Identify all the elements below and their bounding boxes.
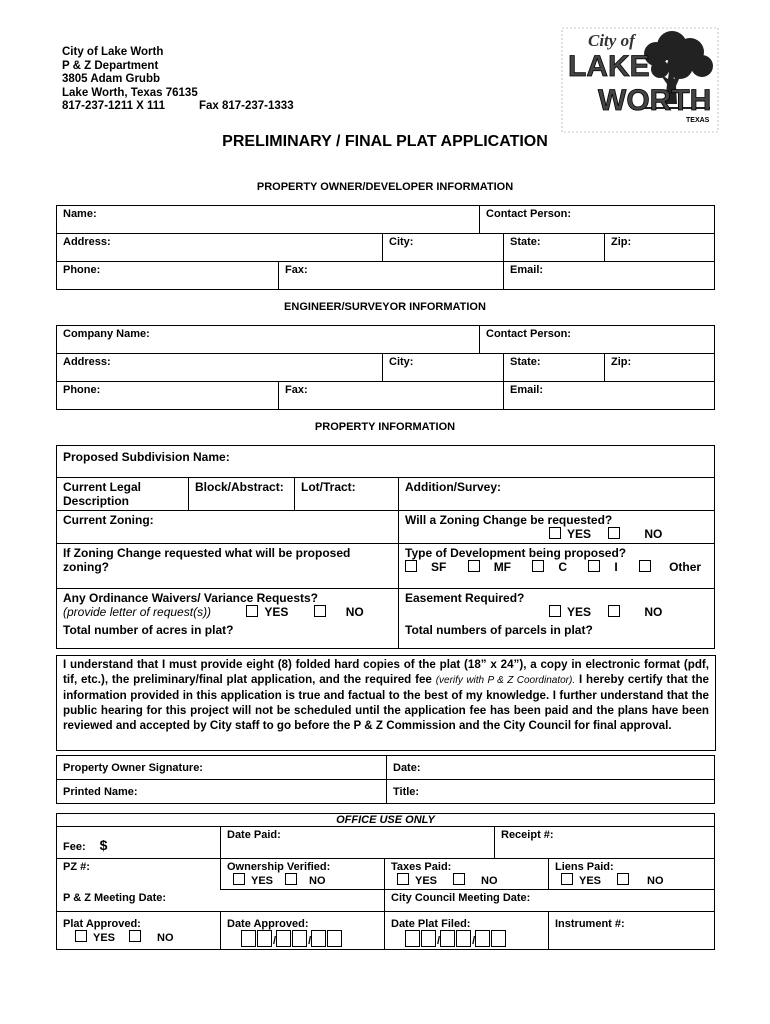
- waivers-yes-checkbox[interactable]: [246, 605, 258, 617]
- property-section-heading: PROPERTY INFORMATION: [314, 421, 456, 433]
- phone-number: 817-237-1211 X 111: [62, 100, 165, 113]
- development-type-cell: Type of Development being proposed? SF MF C I Other: [399, 544, 715, 589]
- office-use-table: [56, 813, 715, 950]
- receipt-field[interactable]: Receipt #:: [495, 827, 715, 859]
- owner-fax-field[interactable]: Fax:: [279, 262, 504, 290]
- date-filed-boxes[interactable]: / /: [405, 930, 542, 947]
- dev-mf-checkbox[interactable]: [468, 560, 480, 572]
- address-line: P & Z Department: [62, 59, 159, 72]
- addition-survey-field[interactable]: Addition/Survey:: [399, 478, 715, 511]
- zoning-change-yes-checkbox[interactable]: [549, 527, 561, 539]
- engineer-state-field[interactable]: State:: [504, 354, 605, 382]
- subdivision-name-field[interactable]: Proposed Subdivision Name:: [57, 446, 715, 478]
- signature-table: [56, 755, 715, 804]
- waivers-no-checkbox[interactable]: [314, 605, 326, 617]
- engineer-zip-field[interactable]: Zip:: [605, 354, 715, 382]
- engineer-contact-field[interactable]: Contact Person:: [480, 326, 715, 354]
- easement-cell: Easement Required? YES NO: [399, 589, 715, 622]
- date-approved-boxes[interactable]: / /: [241, 930, 378, 947]
- total-acres-field[interactable]: Total number of acres in plat?: [57, 621, 399, 648]
- no-label: NO: [644, 527, 663, 541]
- signer-title-field[interactable]: Title:: [387, 780, 715, 804]
- taxes-no-checkbox[interactable]: [453, 873, 465, 885]
- svg-text:TEXAS: TEXAS: [686, 117, 710, 124]
- owner-section-heading: PROPERTY OWNER/DEVELOPER INFORMATION: [256, 181, 514, 193]
- engineer-address-field[interactable]: Address:: [57, 354, 383, 382]
- dev-sf-checkbox[interactable]: [405, 560, 417, 572]
- lot-tract-field[interactable]: Lot/Tract:: [295, 478, 399, 511]
- ownership-yes-checkbox[interactable]: [233, 873, 245, 885]
- svg-text:City of: City of: [588, 31, 635, 50]
- contact-line: [62, 100, 294, 114]
- certification-statement: [56, 655, 716, 751]
- owner-state-field[interactable]: State:: [504, 234, 605, 262]
- address-line: City of Lake Worth: [62, 46, 164, 58]
- svg-text:LAKE: LAKE: [568, 50, 650, 83]
- instrument-number-field[interactable]: Instrument #:: [549, 912, 715, 950]
- tree-logo-icon: [560, 24, 720, 136]
- engineer-city-field[interactable]: City:: [383, 354, 504, 382]
- zoning-change-question: Will a Zoning Change be requested?: [405, 513, 613, 527]
- fax-number: Fax 817-237-1333: [198, 100, 294, 113]
- legal-description-field[interactable]: Current Legal Description: [57, 478, 189, 511]
- easement-no-checkbox[interactable]: [608, 605, 620, 617]
- statement-text: I understand that I must provide eight (8) folded hard copies of the plat (18” x 24”), a copy in electronic format (pdf, tif, etc.), the preliminary/final plat application, and the required fee: [63, 658, 709, 686]
- proposed-zoning-field[interactable]: If Zoning Change requested what will be proposed zoning?: [57, 544, 399, 589]
- current-zoning-field[interactable]: Current Zoning:: [57, 511, 399, 544]
- date-approved-cell: Date Approved: / /: [221, 912, 385, 950]
- owner-info-table: [56, 205, 715, 290]
- date-filed-cell: Date Plat Filed: / /: [385, 912, 549, 950]
- company-name-field[interactable]: Company Name:: [57, 326, 480, 354]
- council-meeting-date-field[interactable]: City Council Meeting Date:: [385, 890, 715, 912]
- engineer-section-heading: ENGINEER/SURVEYOR INFORMATION: [284, 301, 486, 313]
- plat-approved-cell: Plat Approved: YES NO: [57, 912, 221, 950]
- date-paid-field[interactable]: Date Paid:: [221, 827, 495, 859]
- waivers-cell: Any Ordinance Waivers/ Variance Requests? (provide letter of request(s)) YES NO: [57, 589, 399, 622]
- office-use-heading: OFFICE USE ONLY: [57, 814, 715, 827]
- owner-phone-field[interactable]: Phone:: [57, 262, 279, 290]
- svg-text:WORTH: WORTH: [598, 84, 712, 117]
- liens-yes-checkbox[interactable]: [561, 873, 573, 885]
- engineer-phone-field[interactable]: Phone:: [57, 382, 279, 410]
- ownership-verified-cell: Ownership Verified: YES NO: [221, 859, 385, 890]
- engineer-email-field[interactable]: Email:: [504, 382, 715, 410]
- signature-date-field[interactable]: Date:: [387, 756, 715, 780]
- owner-address-field[interactable]: Address:: [57, 234, 383, 262]
- liens-paid-cell: Liens Paid: YES NO: [549, 859, 715, 890]
- ownership-no-checkbox[interactable]: [285, 873, 297, 885]
- city-logo: [560, 24, 720, 136]
- waivers-question: Any Ordinance Waivers/ Variance Requests?: [63, 591, 318, 605]
- owner-zip-field[interactable]: Zip:: [605, 234, 715, 262]
- plat-approved-yes-checkbox[interactable]: [75, 930, 87, 942]
- city-address-block: [62, 46, 294, 114]
- taxes-yes-checkbox[interactable]: [397, 873, 409, 885]
- owner-contact-field[interactable]: Contact Person:: [480, 206, 715, 234]
- address-line: Lake Worth, Texas 76135: [62, 86, 198, 99]
- pz-number-field[interactable]: PZ #:: [57, 859, 221, 890]
- dev-c-checkbox[interactable]: [532, 560, 544, 572]
- total-parcels-field[interactable]: Total numbers of parcels in plat?: [399, 621, 715, 648]
- printed-name-field[interactable]: Printed Name:: [57, 780, 387, 804]
- owner-city-field[interactable]: City:: [383, 234, 504, 262]
- liens-no-checkbox[interactable]: [617, 873, 629, 885]
- engineer-fax-field[interactable]: Fax:: [279, 382, 504, 410]
- yes-label: YES: [567, 527, 592, 541]
- easement-yes-checkbox[interactable]: [549, 605, 561, 617]
- fee-field[interactable]: Fee: $: [57, 827, 221, 859]
- owner-email-field[interactable]: Email:: [504, 262, 715, 290]
- block-abstract-field[interactable]: Block/Abstract:: [189, 478, 295, 511]
- development-type-question: Type of Development being proposed?: [405, 546, 627, 560]
- taxes-paid-cell: Taxes Paid: YES NO: [385, 859, 549, 890]
- waivers-note: (provide letter of request(s)): [63, 605, 212, 619]
- plat-approved-no-checkbox[interactable]: [129, 930, 141, 942]
- pz-meeting-date-field[interactable]: P & Z Meeting Date:: [57, 890, 385, 912]
- statement-text-continued: I hereby certify that the information provided in this application is true and factual to the best of my knowledge. I further understand that the public hearing for this project will not be scheduled until the application fee has been paid and the plans have been reviewed and accepted by City staff to go before the P & Z Commission and the City Council for final approval.: [63, 672, 709, 732]
- owner-name-field[interactable]: Name:: [57, 206, 480, 234]
- fee-note: (verify with P & Z Coordinator).: [435, 674, 576, 686]
- form-title: PRELIMINARY / FINAL PLAT APPLICATION: [222, 133, 548, 150]
- dollar-sign: $: [99, 837, 108, 853]
- owner-signature-field[interactable]: Property Owner Signature:: [57, 756, 387, 780]
- property-info-table: [56, 445, 715, 649]
- dev-i-checkbox[interactable]: [588, 560, 600, 572]
- zoning-change-no-checkbox[interactable]: [608, 527, 620, 539]
- engineer-info-table: [56, 325, 715, 410]
- easement-question: Easement Required?: [405, 591, 525, 605]
- zoning-change-cell: [399, 511, 715, 544]
- address-line: 3805 Adam Grubb: [62, 73, 160, 86]
- dev-other-checkbox[interactable]: [639, 560, 651, 572]
